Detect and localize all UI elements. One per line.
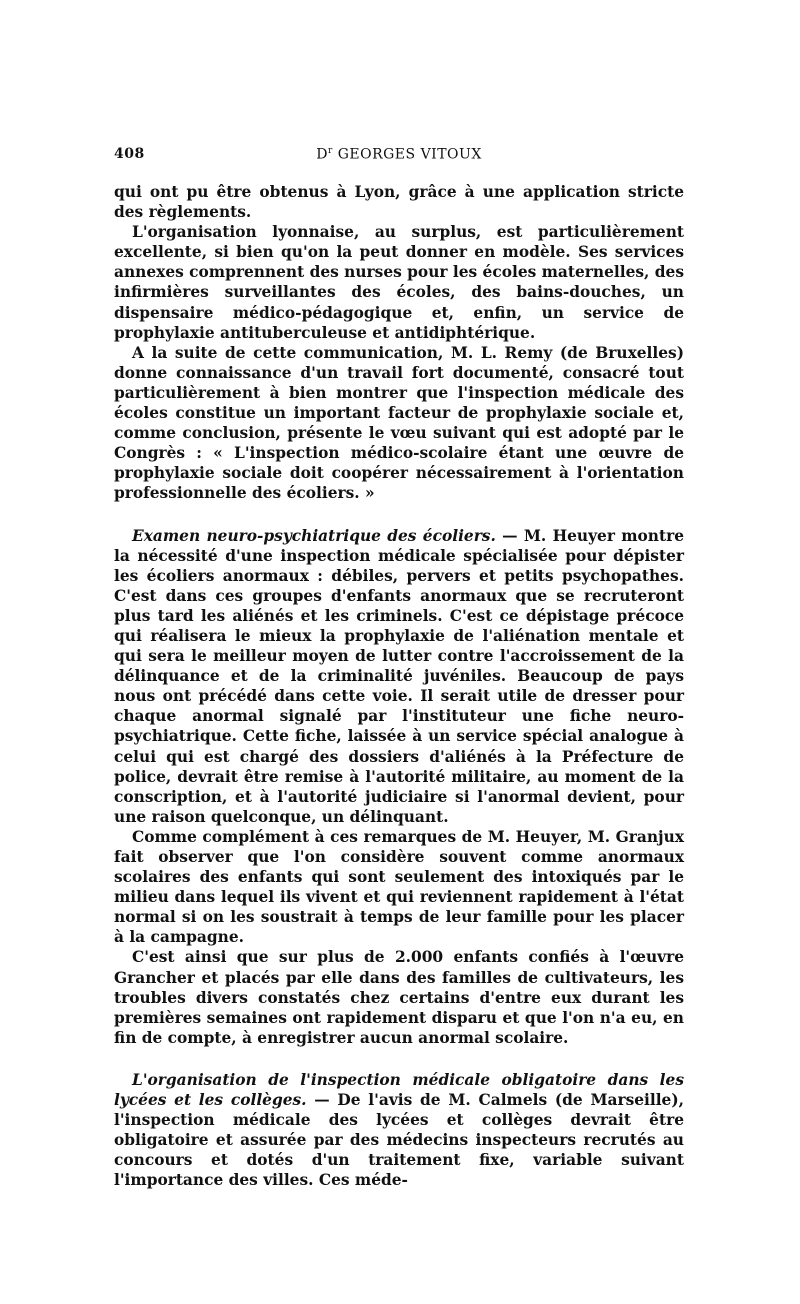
paragraph-remy-communication: A la suite de cette communication, M. L. Remy (de Bruxelles) donne connaissance d'un travail fort documenté, consacré tout particulièrement à bien montrer que l'inspection médicale des écoles constitue un important facteur de prophylaxie sociale et, comme conclusion, présente le vœu suivant qui est adopté par le Congrès : « L'inspection médico-scolaire étant une œuvre de prophylaxie sociale doit coopérer nécessairement à l'orientation professionnelle des écoliers. » bbox=[114, 343, 684, 503]
page-number: 408 bbox=[114, 146, 145, 162]
section-text-neuro-psychiatric: — M. Heuyer montre la nécessité d'une inspection médicale spécialisée pour dépister les écoliers anormaux : débiles, pervers et petits psychopathes. C'est dans ces groupes d'enfants anormaux que se recruteront plus tard les aliénés et les criminels. C'est ce dépistage précoce qui réalisera le mieux la prophylaxie de l'aliénation mentale et qui sera le meilleur moyen de lutter contre l'accroissement de la délinquance et de la criminalité juvéniles. Beaucoup de pays nous ont précédé dans cette voie. Il serait utile de dresser pour chaque anormal signalé par l'instituteur une fiche neuro-psychiatrique. Cette fiche, laissée à un service spécial analogue à celui qui est chargé des dossiers d'aliénés à la Préfecture de police, devrait être remise à l'autorité militaire, au moment de la conscription, et à l'autorité judiciaire si l'anormal devient, pour une raison quelconque, un délinquant. bbox=[114, 526, 684, 826]
running-head bbox=[114, 146, 684, 163]
section-title-neuro-psychiatric: Examen neuro-psychiatrique des écoliers. bbox=[132, 526, 496, 545]
section-neuro-psychiatric bbox=[114, 526, 684, 827]
author-prefix-superscript: r bbox=[327, 146, 333, 156]
author-name: GEORGES VITOUX bbox=[337, 146, 482, 163]
paragraph-continuation: qui ont pu être obtenus à Lyon, grâce à une application stricte des règlements. bbox=[114, 183, 684, 222]
paragraph-lyon-organisation: L'organisation lyonnaise, au surplus, est particulièrement excellente, si bien qu'on la peut donner en modèle. Ses services annexes comprennent des nurses pour les écoles maternelles, des infirmières surveillantes des écoles, des bains-douches, un dispensaire médico-pédagogique et, enfin, un service de prophylaxie antituberculeuse et antidiphtérique. bbox=[114, 223, 684, 342]
document-page bbox=[114, 146, 684, 1191]
paragraph-grancher: C'est ainsi que sur plus de 2.000 enfants confiés à l'œuvre Grancher et placés par elle dans des familles de cultivateurs, les troubles divers constatés chez certains d'entre eux durant les premières semaines ont rapidement disparu et que l'on n'a eu, en fin de compte, à enregistrer aucun anormal scolaire. bbox=[114, 948, 684, 1047]
section-lycees-inspection bbox=[114, 1070, 684, 1191]
section-text-lycees-inspection: — De l'avis de M. Calmels (de Marseille), l'inspection médicale des lycées et collèges devrait être obligatoire et assurée par des médecins inspecteurs recrutés au concours et dotés d'un traitement fixe, variable suivant l'importance des villes. Ces méde- bbox=[114, 1091, 684, 1190]
page-header bbox=[114, 146, 684, 168]
author-prefix: D bbox=[316, 146, 328, 163]
paragraph-granjux: Comme complément à ces remarques de M. Heuyer, M. Granjux fait observer que l'on considère souvent comme anormaux scolaires des enfants qui sont seulement des intoxiqués par le milieu dans lequel ils vivent et qui reviennent rapidement à l'état normal si on les soustrait à temps de leur famille pour les placer à la campagne. bbox=[114, 827, 684, 947]
section-title-lycees-inspection: L'organisation de l'inspection médicale obligatoire dans les lycées et les collèges. bbox=[114, 1070, 684, 1110]
